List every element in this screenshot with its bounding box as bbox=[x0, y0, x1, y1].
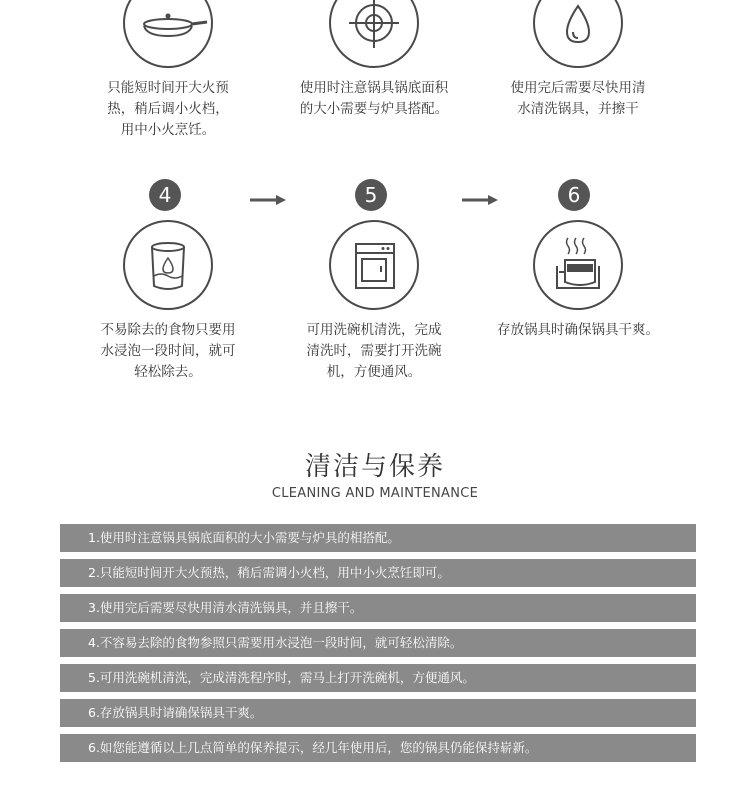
soak-cup-icon bbox=[125, 222, 211, 308]
step-4-badge: 4 bbox=[149, 179, 181, 211]
tip-bar: 2.只能短时间开大火预热，稍后需调小火档，用中小火烹饪即可。 bbox=[60, 559, 696, 587]
step-4-caption: 不易除去的食物只要用 水浸泡一段时间，就可 轻松除去。 bbox=[100, 322, 236, 380]
step-6-caption: 存放锅具时确保锅具干爽。 bbox=[497, 322, 659, 338]
step-6-badge: 6 bbox=[558, 179, 590, 211]
dishwasher-icon bbox=[331, 222, 417, 308]
tip-bar: 6.存放锅具时请确保锅具干爽。 bbox=[60, 699, 696, 727]
tip-bar: 5.可用洗碗机清洗，完成清洗程序时，需马上打开洗碗机，方便通风。 bbox=[60, 664, 696, 692]
step-3-caption: 使用完后需要尽快用清 水清洗锅具，并擦干 bbox=[510, 80, 646, 117]
water-drop-icon bbox=[535, 0, 621, 66]
step-1-icon-circle bbox=[123, 0, 213, 68]
pot-icon bbox=[125, 0, 211, 66]
step-5-icon-circle bbox=[329, 220, 419, 310]
step-4-icon-circle bbox=[123, 220, 213, 310]
step-5-badge: 5 bbox=[355, 179, 387, 211]
tip-bar: 4.不容易去除的食物参照只需要用水浸泡一段时间，就可轻松清除。 bbox=[60, 629, 696, 657]
step-5-caption: 可用洗碗机清洗，完成 清洗时，需要打开洗碗 机，方便通风。 bbox=[306, 322, 442, 380]
storage-pot-icon bbox=[535, 222, 621, 308]
section-subtitle: CLEANING AND MAINTENANCE bbox=[271, 486, 479, 501]
step-2-caption: 使用时注意锅具锅底面积 的大小需要与炉具搭配。 bbox=[299, 80, 449, 117]
step-1-caption: 只能短时间开大火预 热，稍后调小火档， 用中小火烹饪。 bbox=[107, 80, 229, 138]
step-6-icon-circle bbox=[533, 220, 623, 310]
target-icon bbox=[331, 0, 417, 66]
step-3-icon-circle bbox=[533, 0, 623, 68]
tip-bar: 1.使用时注意锅具锅底面积的大小需要与炉具的相搭配。 bbox=[60, 524, 696, 552]
tip-bar: 6.如您能遵循以上几点简单的保养提示，经几年使用后，您的锅具仍能保持崭新。 bbox=[60, 734, 696, 762]
tip-bar: 3.使用完后需要尽快用清水清洗锅具，并且擦干。 bbox=[60, 594, 696, 622]
arrow-right-icon bbox=[462, 195, 498, 205]
step-2-icon-circle bbox=[329, 0, 419, 68]
section-title: 清洁与保养 bbox=[304, 452, 445, 482]
arrow-right-icon bbox=[250, 195, 286, 205]
